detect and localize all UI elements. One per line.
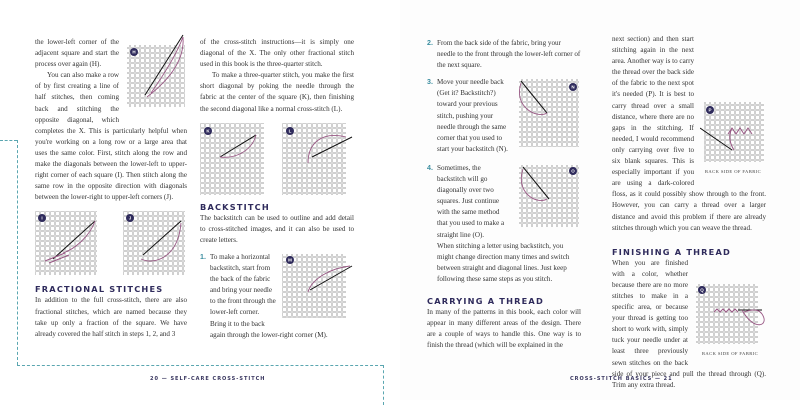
figure-h — [125, 33, 187, 113]
figure-m — [282, 252, 354, 320]
section-heading: BACKSTITCH — [200, 201, 270, 212]
step-number: 2. — [427, 39, 433, 47]
paragraph: You can also make a row of by first creating a line of half stitches, then coming back and stitching the opposite diagonal, which completes the X. This is particularly helpful when you're working on a long row or a large area that uses the same color. First, stitch along the row and make the diagonals between the lower-left to upper-right corner of each square (I). Then stitch along the same row in the opposite direction with diagonals between the lower-right to upper-left corners (J). — [35, 71, 187, 202]
figure-caption: BACK SIDE OF FABRIC — [701, 350, 759, 356]
section-heading: FINISHING A THREAD — [612, 246, 732, 257]
step-number: 4. — [427, 163, 433, 172]
step-number: 1. — [200, 252, 206, 261]
left-column-1 — [35, 37, 187, 340]
paragraph: To make a three-quarter stitch, you make the first short diagonal by poking the needle through the fabric at the center of the square (K), then finishing the second diagonal like a normal cross-stitch (L). — [200, 71, 354, 113]
left-column-2 — [200, 37, 354, 341]
svg-text:H: H — [132, 49, 136, 55]
svg-text:N: N — [571, 84, 575, 90]
step-text: Sometimes, the backstitch will go diagonally over two squares. Just continue with the same method that you used to make a straight line (O). — [437, 163, 505, 239]
page-footer: 20 — SELF-CARE CROSS-STITCH — [150, 376, 266, 382]
right-column-2 — [612, 34, 766, 391]
left-page — [0, 0, 400, 400]
svg-text:P: P — [708, 107, 712, 113]
step-text: From the back side of the fabric, bring your needle to the front through the lower-left corner of the next square. — [437, 39, 581, 70]
dashed-border — [0, 140, 17, 141]
svg-text:J: J — [128, 216, 132, 222]
paragraph: the lower-left corner of the adjacent square and start the process over again (H). — [35, 38, 119, 69]
svg-text:M: M — [288, 257, 292, 263]
paragraph: When you are finished with a color, whether because there are no more stitches to make in a specific area, or because your thread is getting too short to work with, simply tuck your needle under at least three previously sewn stitches on the back side of your piece and pull the thread through (Q). Trim any extra thread. — [612, 258, 766, 389]
figure-l — [282, 123, 354, 195]
paragraph: The backstitch can be used to outline and add detail to cross-stitched images, and it can also be used to create letters. — [200, 213, 354, 244]
figure-o — [517, 163, 581, 229]
paragraph: In addition to the full cross-stitch, there are also fractional stitches, which are named because they take up only a fraction of the square. We have already covered the half stitch in steps 1, 2, and 3 — [35, 296, 187, 338]
right-page — [400, 0, 800, 400]
section-heading: FRACTIONAL STITCHES — [35, 284, 164, 295]
svg-text:L: L — [288, 128, 292, 134]
figure-n — [517, 77, 581, 149]
step-1 — [200, 252, 354, 341]
step-2 — [427, 38, 581, 71]
dashed-border — [17, 140, 18, 365]
svg-text:K: K — [206, 128, 210, 134]
paragraph: In many of the patterns in this book, each color will appear in many different areas of the design. There are a couple of ways to handle this. One way is to finish the thread (which will be explained in the — [427, 307, 581, 350]
step-number: 3. — [427, 78, 433, 87]
section-heading: CARRYING A THREAD — [427, 295, 544, 306]
paragraph: of the cross-stitch instructions—it is simply one diagonal of the X. The only other fractional stitch used in this book is the three-quarter stitch. — [200, 38, 354, 69]
svg-text:Q: Q — [700, 287, 704, 293]
step-4 — [427, 163, 581, 285]
svg-text:O: O — [571, 168, 575, 174]
paragraph: next section) and then start stitching again in the next area. Another way is to carry the thread over the back side of the fabric to the next spot it's needed (P). It is best to carry thread over a small distance, where there are no gaps in the stitching. If needed, I would recommend only carrying over five to six blank squares. This is especially important if you are using a dark-colored floss, as it could possibly show through to the front. However, you can carry a thread over a larger distance and avoid this problem if there are already stitches through which you can weave the thread. — [612, 35, 766, 232]
dashed-border — [383, 365, 384, 405]
paragraph: When stitching a letter using backstitch, you might change direction many times and switch between straight and diagonal lines. Just keep following these same steps as you stitch. — [437, 241, 570, 283]
svg-text:I: I — [41, 216, 43, 222]
right-column-1 — [427, 34, 581, 351]
figure-k — [200, 123, 266, 195]
figure-p — [700, 100, 766, 177]
step-text: Move your needle back (Get it? Backstitch?) toward your previous stitch, pushing your needle through the same corner that you used to start your backstitch (N). — [437, 78, 508, 153]
step-text: To make a horizontal backstitch, start from the back of the fabric and bring your needle to the front through the lower-left corner. Bring it to the back again through the lower-right corner (M). — [210, 252, 328, 339]
figure-caption: BACK SIDE OF FABRIC — [704, 169, 762, 174]
figure-j — [123, 211, 187, 275]
figure-i — [35, 211, 99, 275]
figure-q — [694, 282, 766, 359]
dashed-border — [17, 365, 383, 366]
page-footer: CROSS-STITCH BASICS — 21 — [570, 376, 673, 382]
step-3 — [427, 77, 581, 155]
